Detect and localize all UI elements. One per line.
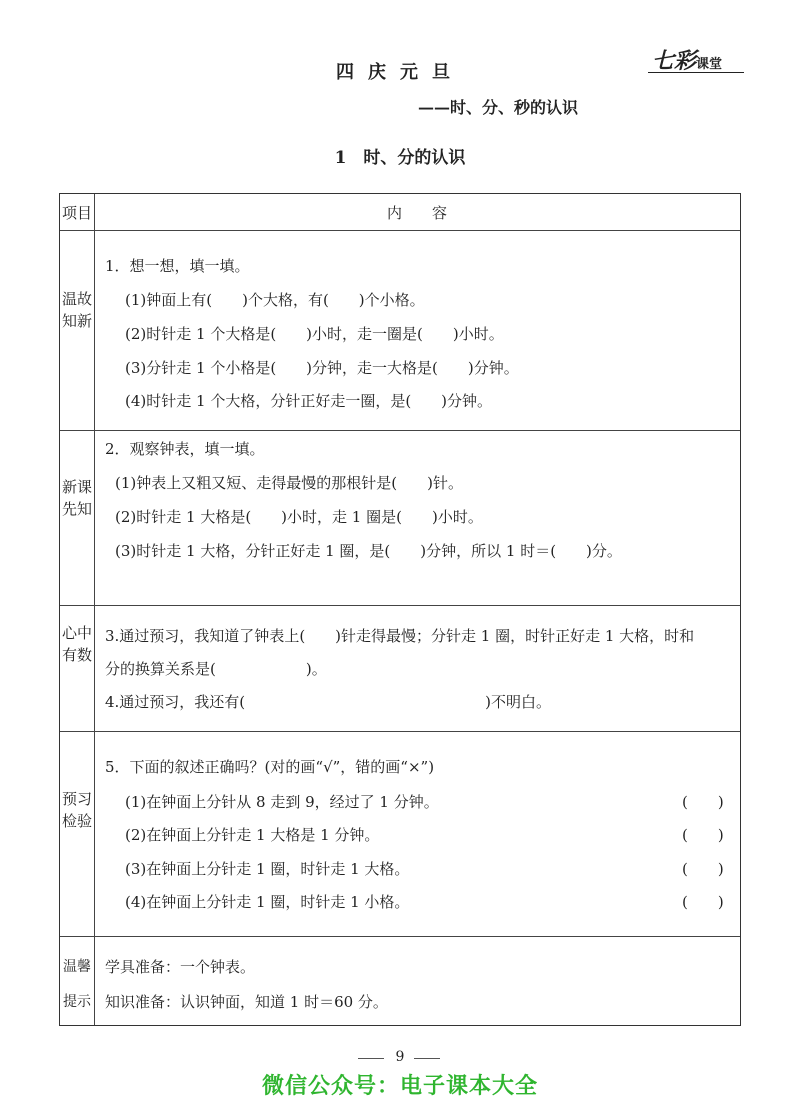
question-1-item: (3)分针走 1 个小格是( )分钟，走一大格是( )分钟。 xyxy=(125,359,519,377)
row-divider xyxy=(60,731,740,732)
question-5-item: (4)在钟面上分针走 1 圈，时针走 1 小格。 xyxy=(125,893,410,911)
section-label-tips-1: 温馨 xyxy=(63,959,91,975)
answer-box[interactable]: ( ) xyxy=(682,826,724,844)
question-2: 2．观察钟表，填一填。 xyxy=(105,440,265,458)
logo-underline xyxy=(648,72,744,73)
logo-main-text: 七彩 xyxy=(652,49,697,74)
row-divider xyxy=(60,230,740,231)
column-divider xyxy=(94,194,95,1025)
page-number: 9 xyxy=(395,1049,405,1065)
answer-box[interactable]: ( ) xyxy=(682,793,724,811)
question-4: 4.通过预习，我还有( )不明白。 xyxy=(105,693,552,711)
question-5: 5．下面的叙述正确吗？(对的画“√”，错的画“×”) xyxy=(105,758,435,776)
section-label-review: 温故知新 xyxy=(61,290,92,330)
row-divider xyxy=(60,430,740,431)
section-label-mind: 心中有数 xyxy=(61,624,92,664)
question-5-item: (2)在钟面上分针走 1 大格是 1 分钟。 xyxy=(125,826,380,844)
question-1-item: (2)时针走 1 个大格是( )小时，走一圈是( )小时。 xyxy=(125,325,504,343)
unit-subtitle: ——时、分、秒的认识 xyxy=(418,98,579,117)
row-divider xyxy=(60,936,740,937)
question-1: 1．想一想，填一填。 xyxy=(105,257,250,275)
logo-secondary-text: 课堂 xyxy=(696,57,723,72)
question-2-item: (2)时针走 1 大格是( )小时，走 1 圈是( )小时。 xyxy=(115,508,483,526)
question-3-line-2: 分的换算关系是( )。 xyxy=(105,660,327,678)
question-3-line-1: 3.通过预习，我知道了钟表上( )针走得最慢；分针走 1 圈，时针正好走 1 大格，时和 xyxy=(105,627,695,645)
publisher-logo xyxy=(652,44,746,74)
question-5-item: (3)在钟面上分针走 1 圈，时针走 1 大格。 xyxy=(125,860,410,878)
answer-box[interactable]: ( ) xyxy=(682,893,724,911)
tip-tools: 学具准备：一个钟表。 xyxy=(105,958,256,976)
header-content: 内 容 xyxy=(386,204,447,222)
question-1-item: (1)钟面上有( )个大格，有( )个小格。 xyxy=(125,291,425,309)
worksheet-table xyxy=(59,193,741,1026)
question-5-item: (1)在钟面上分针从 8 走到 9，经过了 1 分钟。 xyxy=(125,793,439,811)
row-divider xyxy=(60,605,740,606)
lesson-title: 1 时、分的认识 xyxy=(334,148,466,168)
answer-box[interactable]: ( ) xyxy=(682,860,724,878)
tip-knowledge: 知识准备：认识钟面，知道 1 时＝60 分。 xyxy=(105,993,388,1011)
page-number-dash-right xyxy=(414,1058,440,1059)
section-label-check: 预习检验 xyxy=(61,790,92,830)
question-2-item: (3)时针走 1 大格，分针正好走 1 圈，是( )分钟，所以 1 时＝( )分。 xyxy=(115,542,622,560)
watermark: 微信公众号：电子课本大全 xyxy=(261,1074,538,1099)
unit-title: 四庆元旦 xyxy=(336,62,464,83)
question-2-item: (1)钟表上又粗又短、走得最慢的那根针是( )针。 xyxy=(115,474,463,492)
question-1-item: (4)时针走 1 个大格，分针正好走一圈，是( )分钟。 xyxy=(125,392,493,410)
section-label-new-lesson: 新课先知 xyxy=(61,478,92,518)
header-item: 项目 xyxy=(61,204,92,222)
section-label-tips-2: 提示 xyxy=(63,994,91,1010)
